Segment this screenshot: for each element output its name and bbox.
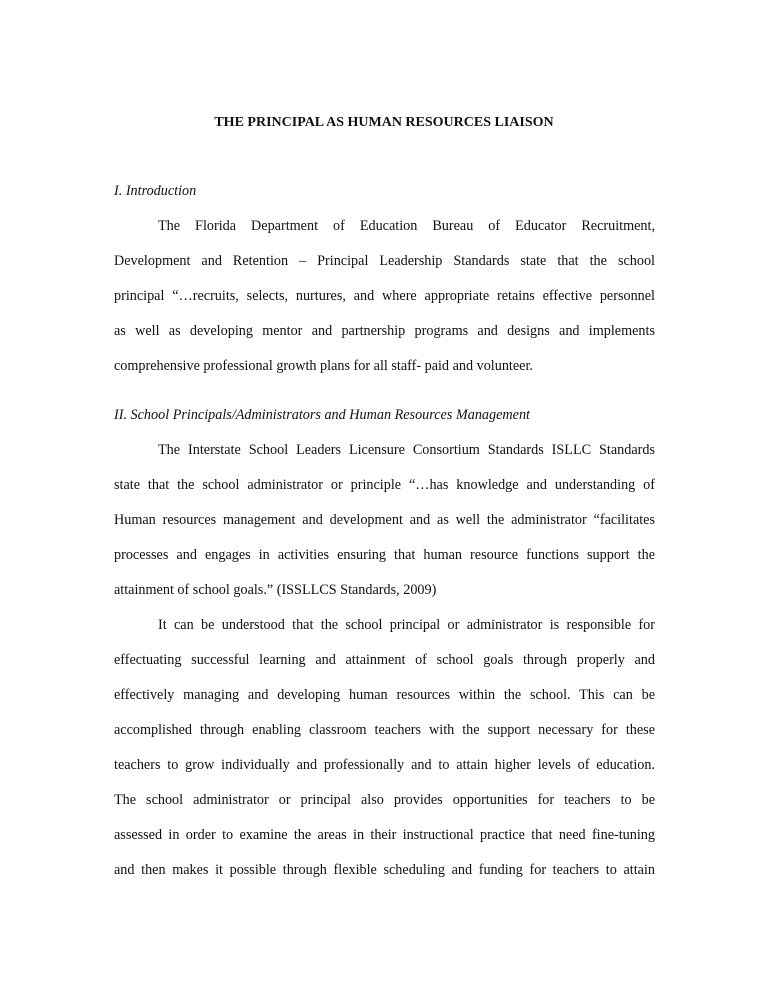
paragraph-line: attainment of school goals.” (ISSLLCS Standards, 2009)	[114, 582, 437, 598]
section-heading-hr-management: II. School Principals/Administrators and Human Resources Management	[114, 407, 530, 423]
paragraph-line: The Florida Department of Education Bureau of Educator Recruitment,	[158, 218, 655, 234]
paragraph-line: processes and engages in activities ensuring that human resource functions support the	[114, 547, 655, 563]
paragraph-line: Development and Retention – Principal Leadership Standards state that the school	[114, 253, 655, 269]
paragraph-line: effectively managing and developing human resources within the school. This can be	[114, 687, 655, 703]
paragraph-line: teachers to grow individually and professionally and to attain higher levels of education.	[114, 757, 655, 773]
section-heading-introduction: I. Introduction	[114, 183, 197, 199]
paragraph-line: Human resources management and development and as well the administrator “facilitates	[114, 512, 655, 528]
paragraph-line: The Interstate School Leaders Licensure Consortium Standards ISLLC Standards	[158, 442, 655, 458]
document-title: THE PRINCIPAL AS HUMAN RESOURCES LIAISON	[214, 115, 554, 130]
paragraph-line: comprehensive professional growth plans for all staff- paid and volunteer.	[114, 358, 533, 374]
paragraph-line: state that the school administrator or principle “…has knowledge and understanding of	[114, 477, 655, 493]
paragraph-line: principal “…recruits, selects, nurtures, and where appropriate retains effective personnel	[114, 288, 655, 304]
paragraph-line: The school administrator or principal also provides opportunities for teachers to be	[114, 792, 655, 808]
paragraph-line: It can be understood that the school principal or administrator is responsible for	[158, 617, 655, 633]
paragraph-line: effectuating successful learning and attainment of school goals through properly and	[114, 652, 655, 668]
paragraph-line: as well as developing mentor and partnership programs and designs and implements	[114, 323, 655, 339]
paragraph-line: assessed in order to examine the areas in their instructional practice that need fine-tuning	[114, 827, 655, 843]
paragraph-line: accomplished through enabling classroom teachers with the support necessary for these	[114, 722, 655, 738]
paragraph-line: and then makes it possible through flexible scheduling and funding for teachers to attain	[114, 862, 655, 878]
